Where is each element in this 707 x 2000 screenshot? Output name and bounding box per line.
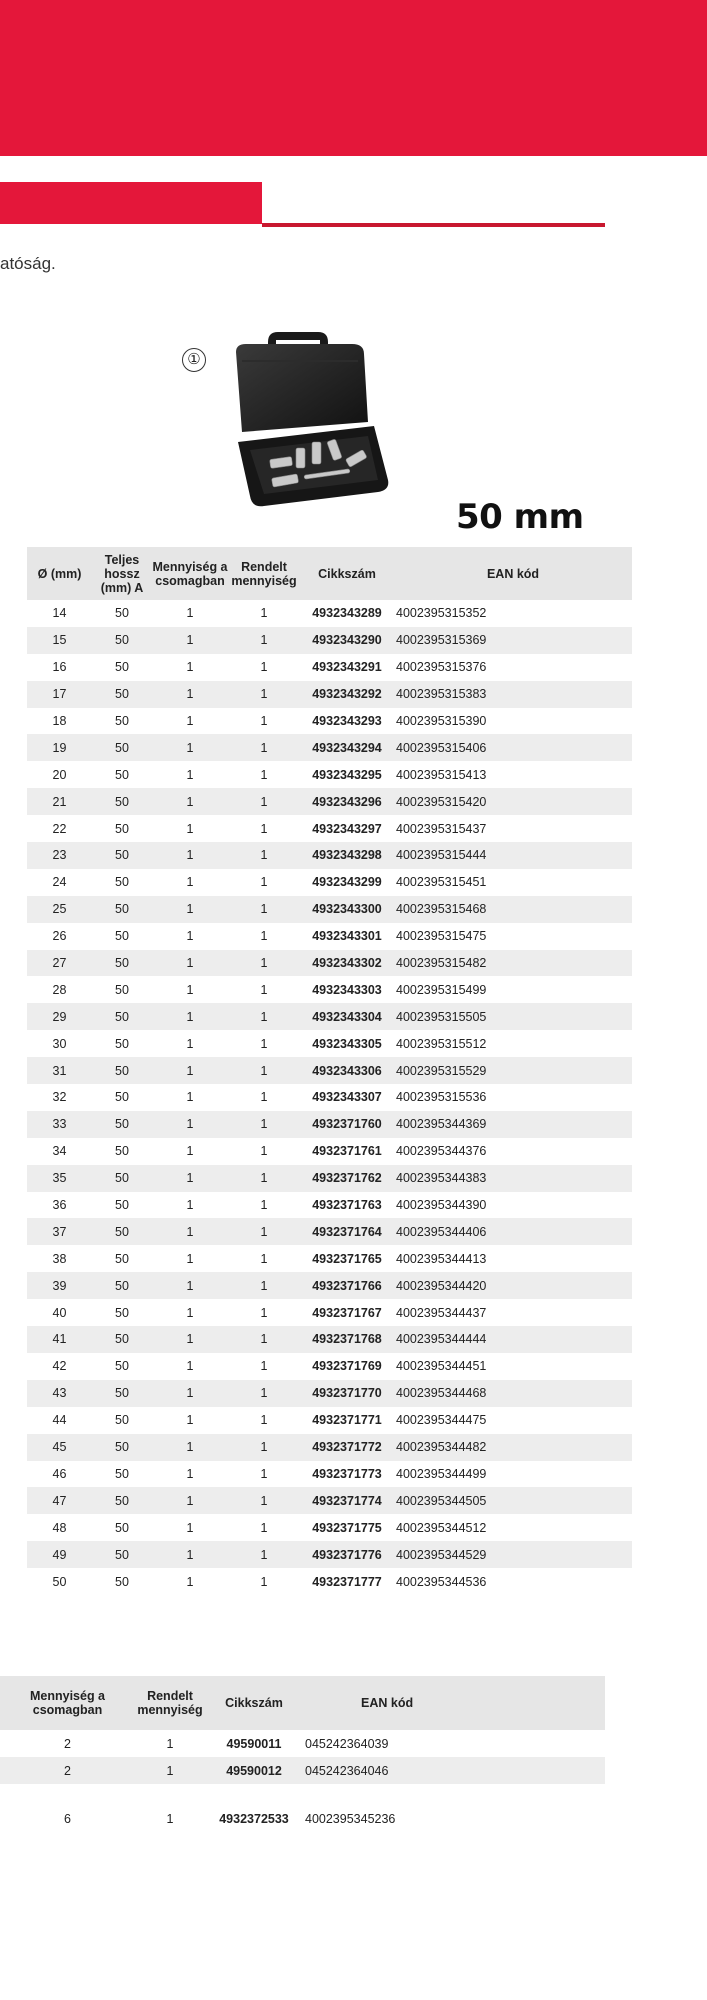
pack-qty-cell: 1 [186,1251,194,1266]
diameter-cell: 31 [52,1063,67,1078]
order-qty-cell: 1 [260,956,268,971]
row-spacer [0,1784,605,1805]
ean-cell: 4002395315420 [396,794,487,809]
order-qty-cell: 1 [260,1413,268,1428]
order-qty-cell: 1 [260,1224,268,1239]
table-row [27,708,632,735]
pack-qty-cell: 1 [186,633,194,648]
article-number-cell: 4932343303 [312,982,382,997]
length-cell: 50 [115,1117,129,1132]
pack-qty-cell: 1 [186,1574,194,1589]
diameter-cell: 33 [52,1117,67,1132]
ean-cell: 4002395344499 [396,1466,487,1481]
table-row [27,1165,632,1192]
article-number-cell: 4932343296 [312,794,382,809]
diameter-cell: 22 [52,821,67,836]
section-tab [0,182,262,224]
order-qty-cell: 1 [260,1520,268,1535]
diameter-cell: 24 [52,875,67,890]
pack-qty-cell: 1 [186,956,194,971]
diameter-cell: 18 [52,714,67,728]
diameter-cell: 37 [52,1224,67,1239]
ean-cell: 4002395315499 [396,982,487,997]
ean-cell: 4002395344376 [396,1144,487,1159]
order-qty-cell: 1 [260,1036,268,1051]
ean-cell: 4002395344468 [396,1386,487,1401]
length-cell: 50 [115,848,129,863]
length-cell: 50 [115,821,129,836]
ean-cell: 4002395344444 [396,1332,487,1347]
order-qty-cell: 1 [260,1278,268,1293]
diameter-cell: 25 [52,902,67,917]
order-qty-cell: 1 [260,767,268,782]
order-qty-cell: 1 [260,1117,268,1132]
article-number-cell: 4932343297 [312,821,382,836]
pack-qty-cell: 1 [186,1305,194,1320]
table-row [27,869,632,896]
ean-cell: 4002395344369 [396,1117,487,1132]
table-row [27,896,632,923]
pack-qty-cell: 1 [186,660,194,675]
table-row [27,600,632,627]
ean-cell: 4002395315390 [396,714,487,728]
size-label: 50 mm [456,497,584,537]
diameter-cell: 32 [52,1090,67,1105]
pack-qty-cell: 1 [186,1224,194,1239]
length-cell: 50 [115,982,129,997]
table-row [27,923,632,950]
column-header: Rendelt mennyiség [231,559,297,588]
table-row [27,1084,632,1111]
pack-qty-cell: 1 [186,1144,194,1159]
diameter-cell: 15 [52,633,67,648]
article-number-cell: 4932343292 [312,687,382,702]
column-header: Teljes hossz (mm) A [100,552,144,595]
pack-qty-cell: 1 [186,1547,194,1562]
diameter-cell: 21 [52,794,67,809]
article-number-cell: 4932371773 [312,1466,382,1481]
table-row [27,1326,632,1353]
article-number-cell: 49590011 [226,1736,282,1751]
ean-cell: 4002395344536 [396,1574,487,1589]
pack-qty-cell: 6 [64,1811,71,1826]
length-cell: 50 [115,1520,129,1535]
order-qty-cell: 1 [260,1009,268,1024]
ean-cell: 4002395315383 [396,687,487,702]
ean-cell: 4002395344383 [396,1171,487,1186]
table-row [27,1407,632,1434]
order-qty-cell: 1 [260,1063,268,1078]
diameter-cell: 40 [52,1305,67,1320]
diameter-cell: 19 [52,740,67,755]
order-qty-cell: 1 [166,1811,174,1826]
ean-cell: 4002395315482 [396,956,487,971]
order-qty-cell: 1 [260,1574,268,1589]
table-header-row [0,1676,605,1730]
length-cell: 50 [115,1386,129,1401]
diameter-cell: 44 [52,1413,67,1428]
order-qty-cell: 1 [166,1763,174,1778]
pack-qty-cell: 1 [186,821,194,836]
pack-qty-cell: 1 [186,1036,194,1051]
article-number-cell: 4932343295 [312,767,382,782]
column-header: Rendelt mennyiség [137,1689,203,1717]
pack-qty-cell: 1 [186,714,194,728]
length-cell: 50 [115,1493,129,1508]
pack-qty-cell: 1 [186,794,194,809]
table-row [27,950,632,977]
diameter-cell: 16 [52,660,67,675]
order-qty-cell: 1 [260,848,268,863]
table-row [27,815,632,842]
article-number-cell: 4932371770 [312,1386,382,1401]
table-row [27,1299,632,1326]
table-row [27,1434,632,1461]
article-number-cell: 4932371763 [312,1198,382,1213]
table-row [27,1245,632,1272]
order-qty-cell: 1 [260,821,268,836]
length-cell: 50 [115,687,129,702]
article-number-cell: 4932371760 [312,1117,382,1132]
pack-qty-cell: 1 [186,1386,194,1401]
pack-qty-cell: 1 [186,875,194,890]
order-qty-cell: 1 [260,740,268,755]
ean-cell: 045242364046 [305,1763,389,1778]
order-qty-cell: 1 [260,1440,268,1455]
length-cell: 50 [115,1063,129,1078]
pack-qty-cell: 1 [186,982,194,997]
column-header: Ø (mm) [37,566,82,581]
length-cell: 50 [115,1574,129,1589]
ean-cell: 4002395315444 [396,848,487,863]
order-qty-cell: 1 [260,929,268,944]
length-cell: 50 [115,740,129,755]
pack-qty-cell: 1 [186,1063,194,1078]
table-row [27,1353,632,1380]
article-number-cell: 4932371772 [312,1440,382,1455]
article-number-cell: 4932371768 [312,1332,382,1347]
table-row [27,1380,632,1407]
ean-cell: 045242364039 [305,1736,389,1751]
pack-qty-cell: 1 [186,1090,194,1105]
article-number-cell: 4932372533 [219,1811,289,1826]
order-qty-cell: 1 [260,794,268,809]
article-number-cell: 4932371764 [312,1224,382,1239]
ean-cell: 4002395344482 [396,1440,487,1455]
pack-qty-cell: 1 [186,606,194,621]
diameter-cell: 47 [52,1493,67,1508]
order-qty-cell: 1 [260,1466,268,1481]
length-cell: 50 [115,606,129,621]
article-number-cell: 4932371767 [312,1305,382,1320]
ean-cell: 4002395315512 [396,1036,487,1051]
diameter-cell: 23 [52,848,67,863]
ean-cell: 4002395315437 [396,821,487,836]
order-qty-cell: 1 [260,982,268,997]
pack-qty-cell: 1 [186,929,194,944]
length-cell: 50 [115,1144,129,1159]
ean-cell: 4002395315413 [396,767,487,782]
diameter-cell: 48 [52,1520,67,1535]
table-row [27,1487,632,1514]
order-qty-cell: 1 [260,633,268,648]
diameter-cell: 27 [52,956,67,971]
table-header-row [27,547,632,600]
ean-cell: 4002395315352 [396,606,487,621]
order-qty-cell: 1 [260,687,268,702]
order-qty-cell: 1 [260,1251,268,1266]
ean-cell: 4002395344451 [396,1359,487,1374]
order-qty-cell: 1 [166,1736,174,1751]
ean-cell: 4002395344505 [396,1493,487,1508]
pack-qty-cell: 1 [186,1359,194,1374]
length-cell: 50 [115,956,129,971]
ean-cell: 4002395344529 [396,1547,487,1562]
table-row [27,654,632,681]
article-number-cell: 4932343301 [312,929,382,944]
column-header: Cikkszám [225,1696,283,1710]
diameter-cell: 26 [52,929,67,944]
article-number-cell: 4932343302 [312,956,382,971]
ean-cell: 4002395315451 [396,875,487,890]
pack-qty-cell: 1 [186,1466,194,1481]
length-cell: 50 [115,1090,129,1105]
article-number-cell: 4932343299 [312,875,382,890]
ean-cell: 4002395315376 [396,660,487,675]
article-number-cell: 4932371774 [312,1493,382,1508]
article-number-cell: 4932371762 [312,1171,382,1186]
diameter-cell: 46 [52,1466,67,1481]
order-qty-cell: 1 [260,714,268,728]
article-number-cell: 4932343300 [312,902,382,917]
ean-cell: 4002395344420 [396,1278,487,1293]
table-row [27,681,632,708]
length-cell: 50 [115,714,129,728]
column-header: EAN kód [361,1696,414,1710]
length-cell: 50 [115,1359,129,1374]
length-cell: 50 [115,929,129,944]
table-row [27,1192,632,1219]
ean-cell: 4002395345236 [305,1811,396,1826]
diameter-cell: 38 [52,1251,67,1266]
order-qty-cell: 1 [260,1090,268,1105]
diameter-cell: 42 [52,1359,67,1374]
article-number-cell: 4932343294 [312,740,382,755]
diameter-cell: 35 [52,1171,67,1186]
table-row [27,1030,632,1057]
table-row [27,1111,632,1138]
pack-qty-cell: 1 [186,1009,194,1024]
pack-qty-cell: 1 [186,1520,194,1535]
ean-cell: 4002395315369 [396,633,487,648]
order-qty-cell: 1 [260,1493,268,1508]
ean-cell: 4002395315475 [396,929,487,944]
pack-qty-cell: 1 [186,1413,194,1428]
length-cell: 50 [115,660,129,675]
table-row [0,1805,605,1832]
article-number-cell: 4932343290 [312,633,382,648]
article-number-cell: 4932343289 [312,606,382,621]
length-cell: 50 [115,1009,129,1024]
diameter-cell: 29 [52,1009,67,1024]
ean-cell: 4002395344437 [396,1305,487,1320]
order-qty-cell: 1 [260,660,268,675]
article-number-cell: 4932343293 [312,714,382,728]
pack-qty-cell: 1 [186,848,194,863]
intro-text: atóság. [0,254,56,273]
order-qty-cell: 1 [260,1332,268,1347]
length-cell: 50 [115,1466,129,1481]
pack-qty-cell: 2 [64,1763,71,1778]
diameter-cell: 39 [52,1278,67,1293]
pack-qty-cell: 2 [64,1736,71,1751]
article-number-cell: 4932343305 [312,1036,382,1051]
table-row [27,734,632,761]
diameter-cell: 36 [52,1198,67,1213]
length-cell: 50 [115,875,129,890]
diameter-cell: 43 [52,1386,67,1401]
diameter-cell: 30 [52,1036,67,1051]
diameter-cell: 50 [52,1574,67,1589]
diameter-cell: 20 [52,767,67,782]
order-qty-cell: 1 [260,902,268,917]
ean-cell: 4002395315505 [396,1009,487,1024]
table-row [27,627,632,654]
table-row [27,1138,632,1165]
pack-qty-cell: 1 [186,740,194,755]
order-qty-cell: 1 [260,1386,268,1401]
table-row [27,1003,632,1030]
pack-qty-cell: 1 [186,1278,194,1293]
order-qty-cell: 1 [260,606,268,621]
pack-qty-cell: 1 [186,1493,194,1508]
order-qty-cell: 1 [260,1198,268,1213]
table-row [27,1514,632,1541]
article-number-cell: 4932371761 [312,1144,382,1159]
accessories-table [0,1676,605,1832]
length-cell: 50 [115,1251,129,1266]
column-header: Cikkszám [318,566,376,581]
ean-cell: 4002395344512 [396,1520,487,1535]
length-cell: 50 [115,1305,129,1320]
ean-cell: 4002395344406 [396,1224,487,1239]
section-divider [262,223,605,227]
callout-number: ① [182,348,206,372]
article-number-cell: 4932343304 [312,1009,382,1024]
article-number-cell: 4932371765 [312,1251,382,1266]
pack-qty-cell: 1 [186,687,194,702]
article-number-cell: 4932343306 [312,1063,382,1078]
table-row [27,1568,632,1595]
table-row [27,788,632,815]
ean-cell: 4002395315468 [396,902,487,917]
table-row [27,1218,632,1245]
article-number-cell: 4932343291 [312,660,382,675]
diameter-cell: 28 [52,982,67,997]
table-row [0,1730,605,1757]
pack-qty-cell: 1 [186,767,194,782]
order-qty-cell: 1 [260,1359,268,1374]
article-number-cell: 4932371776 [312,1547,382,1562]
article-number-cell: 4932371766 [312,1278,382,1293]
ean-cell: 4002395315529 [396,1063,487,1078]
diameter-cell: 41 [52,1332,67,1347]
table-row [27,761,632,788]
order-qty-cell: 1 [260,1305,268,1320]
ean-cell: 4002395344390 [396,1198,487,1213]
table-row [27,1541,632,1568]
length-cell: 50 [115,1440,129,1455]
length-cell: 50 [115,1278,129,1293]
column-header: Mennyiség a csomagban [152,559,228,588]
order-qty-cell: 1 [260,875,268,890]
length-cell: 50 [115,633,129,648]
pack-qty-cell: 1 [186,1198,194,1213]
table-row [27,1272,632,1299]
diameter-cell: 17 [52,687,67,702]
length-cell: 50 [115,1036,129,1051]
table-row [27,842,632,869]
diameter-cell: 14 [52,606,67,621]
ean-cell: 4002395315536 [396,1090,487,1105]
product-case-image [228,330,398,514]
ean-cell: 4002395344413 [396,1251,487,1266]
spacer-cell [0,1784,605,1805]
length-cell: 50 [115,767,129,782]
article-number-cell: 4932343298 [312,848,382,863]
column-header: Mennyiség a csomagban [29,1689,106,1717]
diameter-cell: 34 [52,1144,67,1159]
ean-cell: 4002395315406 [396,740,487,755]
length-cell: 50 [115,794,129,809]
length-cell: 50 [115,1413,129,1428]
product-table [27,547,632,1595]
table-row [27,1461,632,1488]
table-row [27,1057,632,1084]
pack-qty-cell: 1 [186,902,194,917]
diameter-cell: 45 [52,1440,67,1455]
pack-qty-cell: 1 [186,1440,194,1455]
article-number-cell: 4932371769 [312,1359,382,1374]
pack-qty-cell: 1 [186,1171,194,1186]
article-number-cell: 4932343307 [312,1090,382,1105]
length-cell: 50 [115,1547,129,1562]
order-qty-cell: 1 [260,1171,268,1186]
table-row [27,976,632,1003]
column-header: EAN kód [486,566,540,581]
length-cell: 50 [115,1224,129,1239]
order-qty-cell: 1 [260,1547,268,1562]
pack-qty-cell: 1 [186,1332,194,1347]
article-number-cell: 49590012 [226,1763,282,1778]
pack-qty-cell: 1 [186,1117,194,1132]
article-number-cell: 4932371771 [312,1413,382,1428]
length-cell: 50 [115,902,129,917]
order-qty-cell: 1 [260,1144,268,1159]
length-cell: 50 [115,1332,129,1347]
ean-cell: 4002395344475 [396,1413,487,1428]
article-number-cell: 4932371777 [312,1574,382,1589]
table-row [0,1757,605,1784]
diameter-cell: 49 [52,1547,67,1562]
article-number-cell: 4932371775 [312,1520,382,1535]
length-cell: 50 [115,1171,129,1186]
header-banner [0,0,707,156]
length-cell: 50 [115,1198,129,1213]
